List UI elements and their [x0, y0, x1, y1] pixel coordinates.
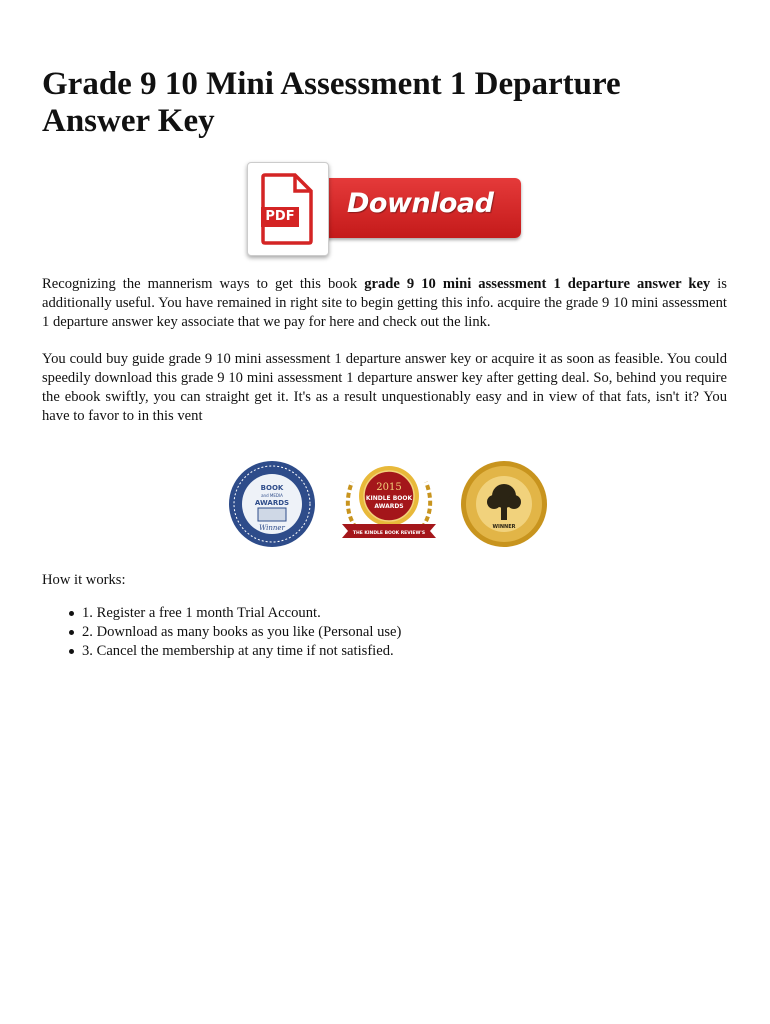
bullet-icon [69, 649, 74, 654]
intro-text-end: is additionally useful. You have remained in right site to begin getting this info. acquire the grade 9 10 mini assessment 1 departure answer key associate that we pay for here and check out the link. [42, 276, 727, 330]
book-media-award-badge [228, 458, 316, 550]
kindle-line2: AWARDS [374, 503, 404, 510]
intro-paragraph [42, 275, 727, 332]
intro-text-start: Recognizing the mannerism ways to get this book [42, 276, 365, 292]
green-earth-winner: WINNER [492, 524, 516, 530]
step-item [42, 604, 401, 623]
pdf-file-icon [247, 162, 329, 256]
kindle-year: 2015 [376, 482, 402, 493]
how-it-works-heading: How it works: [42, 572, 126, 588]
step-text: 2. Download as many books as you like (Personal use) [82, 624, 402, 640]
green-earth-award-badge [460, 458, 548, 550]
download-label: Download [347, 188, 494, 219]
download-pdf-button[interactable] [247, 162, 525, 256]
kindle-ribbon-text: THE KINDLE BOOK REVIEW'S [352, 531, 426, 536]
step-text: 3. Cancel the membership at any time if not satisfied. [82, 643, 394, 659]
step-item [42, 623, 401, 642]
bullet-icon [69, 611, 74, 616]
badge-book-line: BOOK [260, 484, 284, 492]
badge-media-line: and MEDIA [261, 493, 283, 498]
step-text: 1. Register a free 1 month Trial Account. [82, 605, 321, 621]
book-title-bold: grade 9 10 mini assessment 1 departure answer key [364, 276, 711, 292]
page-title: Grade 9 10 Mini Assessment 1 Departure Answer Key [42, 66, 621, 139]
badge-awards-line: AWARDS [254, 499, 290, 507]
pdf-label: PDF [261, 207, 299, 227]
award-badges [228, 458, 548, 550]
steps-list [42, 604, 401, 661]
kindle-book-award-badge [334, 458, 444, 550]
badge-winner-line: Winner [259, 524, 285, 532]
second-paragraph: You could buy guide grade 9 10 mini assessment 1 departure answer key or acquire it as soon as feasible. You could speedily download this grade 9 10 mini assessment 1 departure answer key after getting deal. So, behind you require the ebook swiftly, you can straight get it. It's as a result unquestionably easy and in view of that fats, isn't it? You have to favor to in this vent [42, 351, 727, 424]
step-item [42, 642, 401, 661]
kindle-line1: KINDLE BOOK [365, 495, 413, 502]
bullet-icon [69, 630, 74, 635]
